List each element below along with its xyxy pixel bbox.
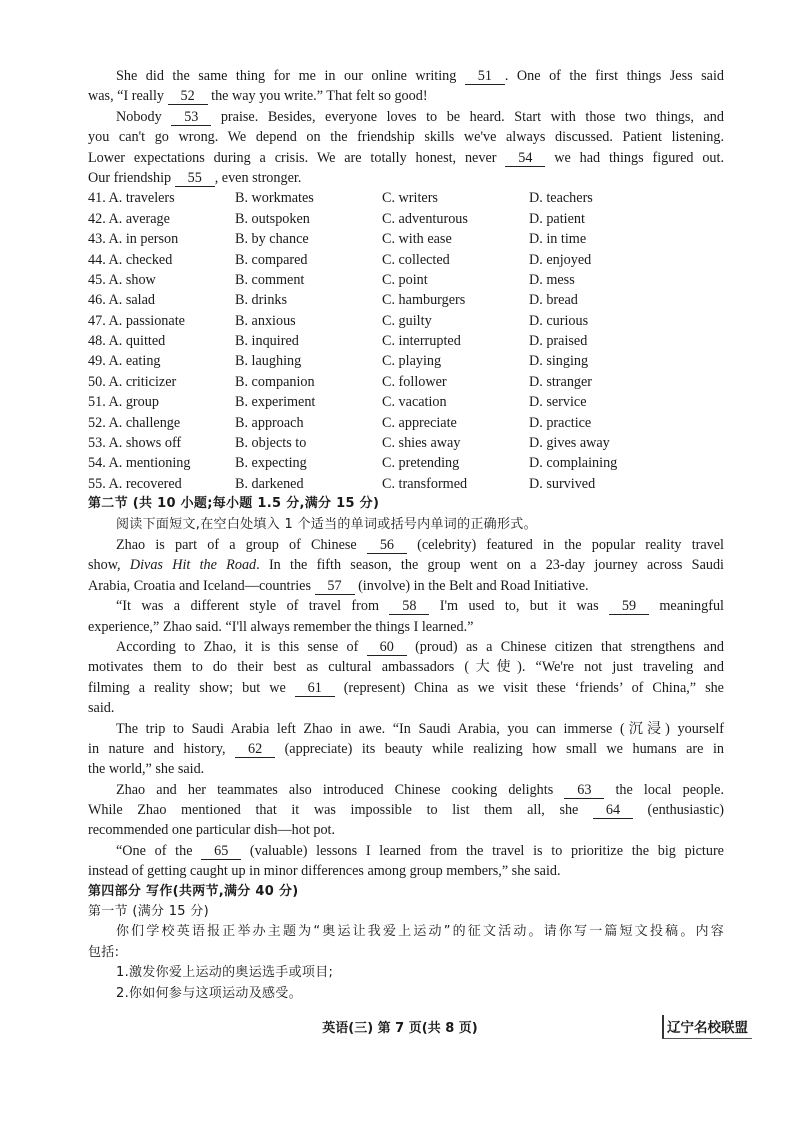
text-line (88, 637, 724, 657)
text: experience,” Zhao said. “I'll always remember the things I learned.” (88, 618, 474, 635)
text-line (88, 882, 724, 902)
text: the way you write.” That felt so good! (207, 88, 428, 105)
answer-blank[interactable]: 59 (609, 599, 649, 615)
answer-blank[interactable]: 56 (367, 538, 407, 554)
option-choice: B. companion (235, 373, 315, 390)
option-choice: C. playing (382, 353, 442, 370)
option-row (88, 209, 724, 229)
option-row (88, 331, 724, 351)
option-choice: C. point (382, 271, 428, 288)
option-choice: C. adventurous (382, 210, 468, 227)
text-line (88, 759, 724, 779)
text-line (88, 841, 724, 861)
text: 第一节 (满分 15 分) (88, 904, 209, 920)
text-line (88, 535, 724, 555)
option-choice: D. praised (529, 333, 588, 350)
option-choice: B. darkened (235, 475, 304, 492)
answer-blank[interactable]: 62 (235, 742, 275, 758)
text: (represent) China as we visit these ‘friends’ of China,” she (334, 679, 724, 696)
option-choice: 47. A. passionate (88, 312, 185, 329)
text-line (88, 657, 724, 677)
option-choice: D. complaining (529, 455, 618, 472)
text: motivates them to do their best as cultural ambassadors (大使). “We're not just traveling and (88, 659, 724, 676)
text-line (88, 596, 724, 616)
answer-blank[interactable]: 61 (295, 681, 335, 697)
option-choice: D. teachers (529, 190, 593, 207)
text: show, (88, 557, 130, 574)
answer-blank[interactable]: 54 (505, 151, 545, 167)
option-row (88, 311, 724, 331)
option-row (88, 188, 724, 208)
text-line (88, 494, 724, 514)
option-choice: B. outspoken (235, 210, 310, 227)
option-choice: D. survived (529, 475, 596, 492)
text: . One of the first things Jess said (504, 68, 724, 84)
option-choice: 54. A. mentioning (88, 455, 191, 472)
text: . In the fifth season, the group went on a 23-day journey across Saudi (256, 557, 724, 574)
text: was, “I really (88, 88, 168, 105)
text: (appreciate) its beauty while realizing how small we humans are in (275, 740, 724, 757)
text-line (88, 984, 724, 1004)
option-row (88, 433, 724, 453)
option-choice: B. approach (235, 414, 304, 431)
text: “It was a different style of travel from (116, 598, 390, 615)
text-line (88, 127, 724, 147)
option-row (88, 351, 724, 371)
text: She did the same thing for me in our online writing (116, 68, 465, 84)
option-choice: B. expecting (235, 455, 307, 472)
option-choice: D. gives away (529, 435, 610, 452)
option-choice: 41. A. travelers (88, 190, 175, 207)
option-row (88, 250, 724, 270)
text: 阅读下面短文,在空白处填入 1 个适当的单词或括号内单词的正确形式。 (116, 516, 537, 532)
answer-blank[interactable]: 58 (389, 599, 429, 615)
option-choice: D. service (529, 394, 587, 411)
option-choice: C. appreciate (382, 414, 457, 431)
option-row (88, 413, 724, 433)
text: (involve) in the Belt and Road Initiative. (354, 577, 589, 594)
text: said. (88, 700, 115, 717)
text: Lower expectations during a crisis. We are totally honest, never (88, 149, 506, 166)
text: you can't go wrong. We depend on the friendship skills we've always discussed. Patient listening. (88, 129, 724, 146)
option-row (88, 392, 724, 412)
option-choice: D. bread (529, 292, 578, 309)
option-choice: 42. A. average (88, 210, 170, 227)
text-line (88, 515, 724, 535)
answer-blank[interactable]: 52 (168, 89, 208, 105)
option-choice: 52. A. challenge (88, 414, 181, 431)
text: Our friendship (88, 169, 175, 186)
text: we had things figured out. (545, 149, 725, 166)
text: “One of the (116, 842, 202, 859)
option-choice: B. experiment (235, 394, 316, 411)
answer-blank[interactable]: 55 (175, 171, 215, 187)
text-line (88, 719, 724, 739)
option-choice: C. interrupted (382, 333, 461, 350)
option-choice: 45. A. show (88, 271, 156, 288)
option-choice: B. objects to (235, 435, 307, 452)
option-choice: B. by chance (235, 231, 309, 248)
answer-blank[interactable]: 65 (201, 844, 241, 860)
exam-page (88, 66, 724, 1004)
option-choice: 53. A. shows off (88, 435, 182, 452)
text: filming a reality show; but we (88, 679, 295, 696)
answer-blank[interactable]: 57 (315, 579, 355, 595)
option-choice: C. follower (382, 373, 447, 390)
text: 包括: (88, 944, 120, 960)
option-choice: B. inquired (235, 333, 299, 350)
text-line (88, 148, 724, 168)
option-choice: C. with ease (382, 231, 452, 248)
option-choice: C. collected (382, 251, 450, 268)
option-choice: B. compared (235, 251, 308, 268)
option-choice: 49. A. eating (88, 353, 161, 370)
option-choice: D. stranger (529, 373, 593, 390)
option-choice: D. in time (529, 231, 587, 248)
text-line (88, 820, 724, 840)
option-choice: C. vacation (382, 394, 447, 411)
option-choice: D. singing (529, 353, 589, 370)
text: (valuable) lessons I learned from the travel is to prioritize the big picture (241, 842, 724, 859)
option-choice: D. patient (529, 210, 585, 227)
option-choice: D. mess (529, 271, 575, 288)
option-choice: B. workmates (235, 190, 314, 207)
text-line (88, 739, 724, 759)
text: recommended one particular dish—hot pot. (88, 822, 336, 839)
option-choice: B. comment (235, 271, 305, 288)
option-choice: 43. A. in person (88, 231, 179, 248)
answer-blank[interactable]: 63 (564, 783, 604, 799)
text-line (88, 617, 724, 637)
text: instead of getting caught up in minor differences among group members,” she said. (88, 863, 561, 880)
show-title: Divas Hit the Road (129, 557, 257, 574)
option-row (88, 474, 724, 494)
text: praise. Besides, everyone loves to be heard. Start with those two things, and (211, 108, 724, 125)
text: 你们学校英语报正举办主题为“奥运让我爱上运动”的征文活动。请你写一篇短文投稿。内容 (116, 924, 724, 940)
page-footer: 英语(三) 第 7 页(共 8 页) (322, 1021, 478, 1036)
text-line (88, 107, 724, 127)
text: in nature and history, (88, 740, 236, 757)
text: The trip to Saudi Arabia left Zhao in awe. “In Saudi Arabia, you can immerse (沉浸) yourself (116, 720, 724, 737)
option-choice: C. pretending (382, 455, 460, 472)
text-line (88, 66, 724, 86)
option-choice: B. drinks (235, 292, 288, 309)
text-line (88, 963, 724, 983)
text: 第二节 (共 10 小题;每小题 1.5 分,满分 15 分) (88, 496, 380, 512)
option-row (88, 453, 724, 473)
cloze-options (88, 188, 724, 494)
option-choice: C. hamburgers (382, 292, 466, 309)
text-line (88, 555, 724, 575)
text-line (88, 678, 724, 698)
option-choice: D. enjoyed (529, 251, 592, 268)
text: the local people. (604, 781, 724, 798)
option-choice: B. laughing (235, 353, 302, 370)
text-line (88, 922, 724, 942)
text-line (88, 698, 724, 718)
option-row (88, 229, 724, 249)
text-line (88, 86, 724, 106)
text: Zhao and her teammates also introduced Chinese cooking delights (116, 781, 565, 798)
text-line (88, 861, 724, 881)
option-choice: 44. A. checked (88, 251, 173, 268)
option-choice: 48. A. quitted (88, 333, 166, 350)
option-choice: 46. A. salad (88, 292, 155, 309)
alliance-badge: 辽宁名校联盟 (662, 1015, 752, 1039)
answer-blank[interactable]: 53 (171, 110, 211, 126)
text-line (88, 800, 724, 820)
option-choice: C. guilty (382, 312, 432, 329)
text: (enthusiastic) (632, 802, 724, 819)
answer-blank[interactable]: 64 (593, 803, 633, 819)
text-line (88, 902, 724, 922)
text: (celebrity) featured in the popular reality travel (406, 536, 724, 553)
text: (proud) as a Chinese citizen that strengthens and (406, 638, 725, 655)
text: 2.你如何参与这项运动及感受。 (116, 985, 302, 1001)
text: , even stronger. (214, 169, 302, 186)
grammar-fill-and-writing (88, 494, 724, 1004)
option-row (88, 270, 724, 290)
option-choice: 51. A. group (88, 394, 159, 411)
text: While Zhao mentioned that it was impossible to list them all, she (88, 802, 593, 819)
text: Zhao is part of a group of Chinese (116, 536, 367, 553)
text: Arabia, Croatia and Iceland—countries (88, 577, 315, 594)
option-choice: B. anxious (235, 312, 296, 329)
option-choice: C. transformed (382, 475, 468, 492)
text: 1.激发你爱上运动的奥运选手或项目; (116, 965, 334, 981)
option-choice: D. curious (529, 312, 589, 329)
option-row (88, 290, 724, 310)
text: the world,” she said. (88, 761, 205, 778)
option-choice: D. practice (529, 414, 592, 431)
option-choice: 55. A. recovered (88, 475, 182, 492)
answer-blank[interactable]: 60 (367, 640, 407, 656)
text-line (88, 943, 724, 963)
text-line (88, 576, 724, 596)
text: According to Zhao, it is this sense of (116, 638, 367, 655)
text-line (88, 168, 724, 188)
option-row (88, 372, 724, 392)
text: 第四部分 写作(共两节,满分 40 分) (88, 883, 299, 899)
answer-blank[interactable]: 51 (465, 69, 505, 85)
text: Nobody (116, 108, 172, 125)
cloze-passage-end (88, 66, 724, 188)
text: I'm used to, but it was (429, 598, 609, 615)
text: meaningful (649, 598, 724, 615)
text-line (88, 780, 724, 800)
option-choice: 50. A. criticizer (88, 373, 177, 390)
option-choice: C. shies away (382, 435, 461, 452)
option-choice: C. writers (382, 190, 438, 207)
